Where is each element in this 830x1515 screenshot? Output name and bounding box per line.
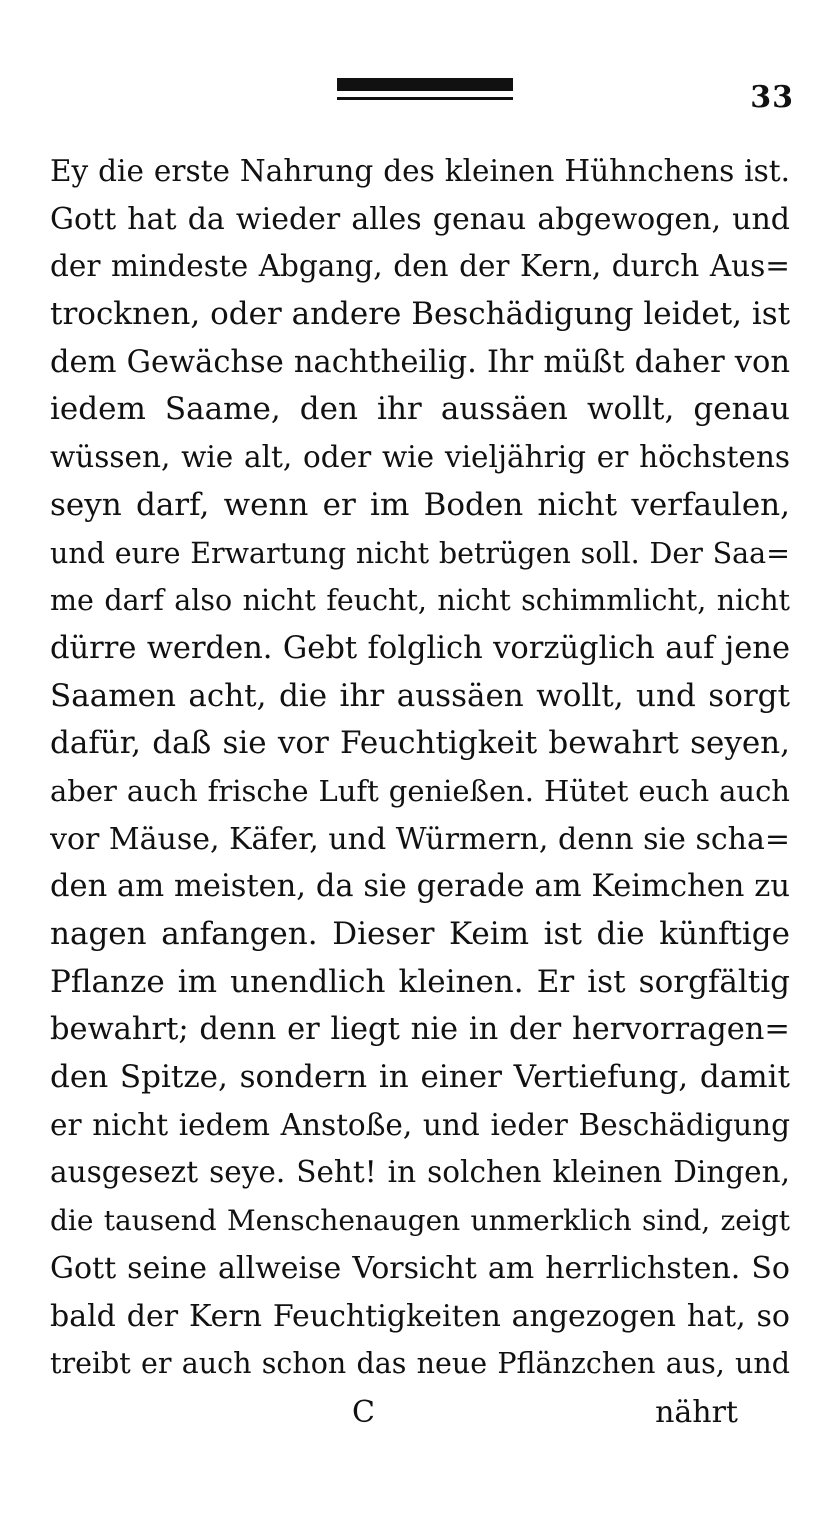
text-line: den Spitze, sondern in einer Vertiefung, damit: [50, 1059, 790, 1096]
header-rule-thick: [337, 78, 513, 91]
signature-mark: C: [352, 1395, 375, 1430]
text-line: nagen anfangen. Dieser Keim ist die künftige: [50, 916, 790, 952]
text-line: wüssen, wie alt, oder wie vieljährig er höchstens: [50, 440, 790, 475]
text-line: me darf also nicht feucht, nicht schimmlicht, nicht: [50, 584, 790, 618]
text-line: vor Mäuse, Käfer, und Würmern, denn sie scha=: [50, 821, 790, 857]
text-line: Gott hat da wieder alles genau abgewogen, und: [50, 201, 790, 237]
text-line: seyn darf, wenn er im Boden nicht verfaulen,: [50, 486, 790, 523]
text-line: Gott seine allweise Vorsicht am herrlichsten. So: [50, 1250, 790, 1286]
header-rule-thin: [337, 97, 513, 100]
text-line: Pflanze im unendlich kleinen. Er ist sorgfältig: [50, 963, 790, 1000]
text-line: Ey die erste Nahrung des kleinen Hühnchens ist.: [50, 154, 790, 188]
text-line: aber auch frische Luft genießen. Hütet euch auch: [50, 773, 790, 808]
text-line: der mindeste Abgang, den der Kern, durch Aus=: [50, 249, 790, 284]
text-line: treibt er auch schon das neue Pflänzchen aus, und: [50, 1347, 790, 1381]
page-number: 33: [750, 80, 794, 115]
text-line: dürre werden. Gebt folglich vorzüglich auf jene: [50, 630, 790, 666]
text-line: die tausend Menschenaugen unmerklich sind, zeigt: [50, 1204, 790, 1238]
text-line: Saamen acht, die ihr aussäen wollt, und sorgt: [50, 677, 790, 714]
body-text: [50, 148, 790, 1388]
text-line: bald der Kern Feuchtigkeiten angezogen hat, so: [50, 1298, 790, 1334]
text-line: bewahrt; denn er liegt nie in der hervorragen=: [50, 1012, 790, 1048]
text-line: den am meisten, da sie gerade am Keimchen zu: [50, 869, 790, 905]
text-line: ausgesezt seye. Seht! in solchen kleinen Dingen,: [50, 1155, 790, 1190]
text-line: trocknen, oder andere Beschädigung leidet, ist: [50, 296, 790, 333]
text-line: iedem Saame, den ihr aussäen wollt, genau: [50, 391, 790, 428]
text-line: dafür, daß sie vor Feuchtigkeit bewahrt seyen,: [50, 725, 790, 762]
text-line: dem Gewächse nachtheilig. Ihr müßt daher von: [50, 344, 790, 380]
catchword: nährt: [655, 1395, 738, 1430]
text-line: und eure Erwartung nicht betrügen soll. Der Saa=: [50, 536, 790, 570]
header-ornament-rule: [337, 78, 513, 100]
text-line: er nicht iedem Anstoße, und ieder Beschädigung: [50, 1107, 790, 1142]
